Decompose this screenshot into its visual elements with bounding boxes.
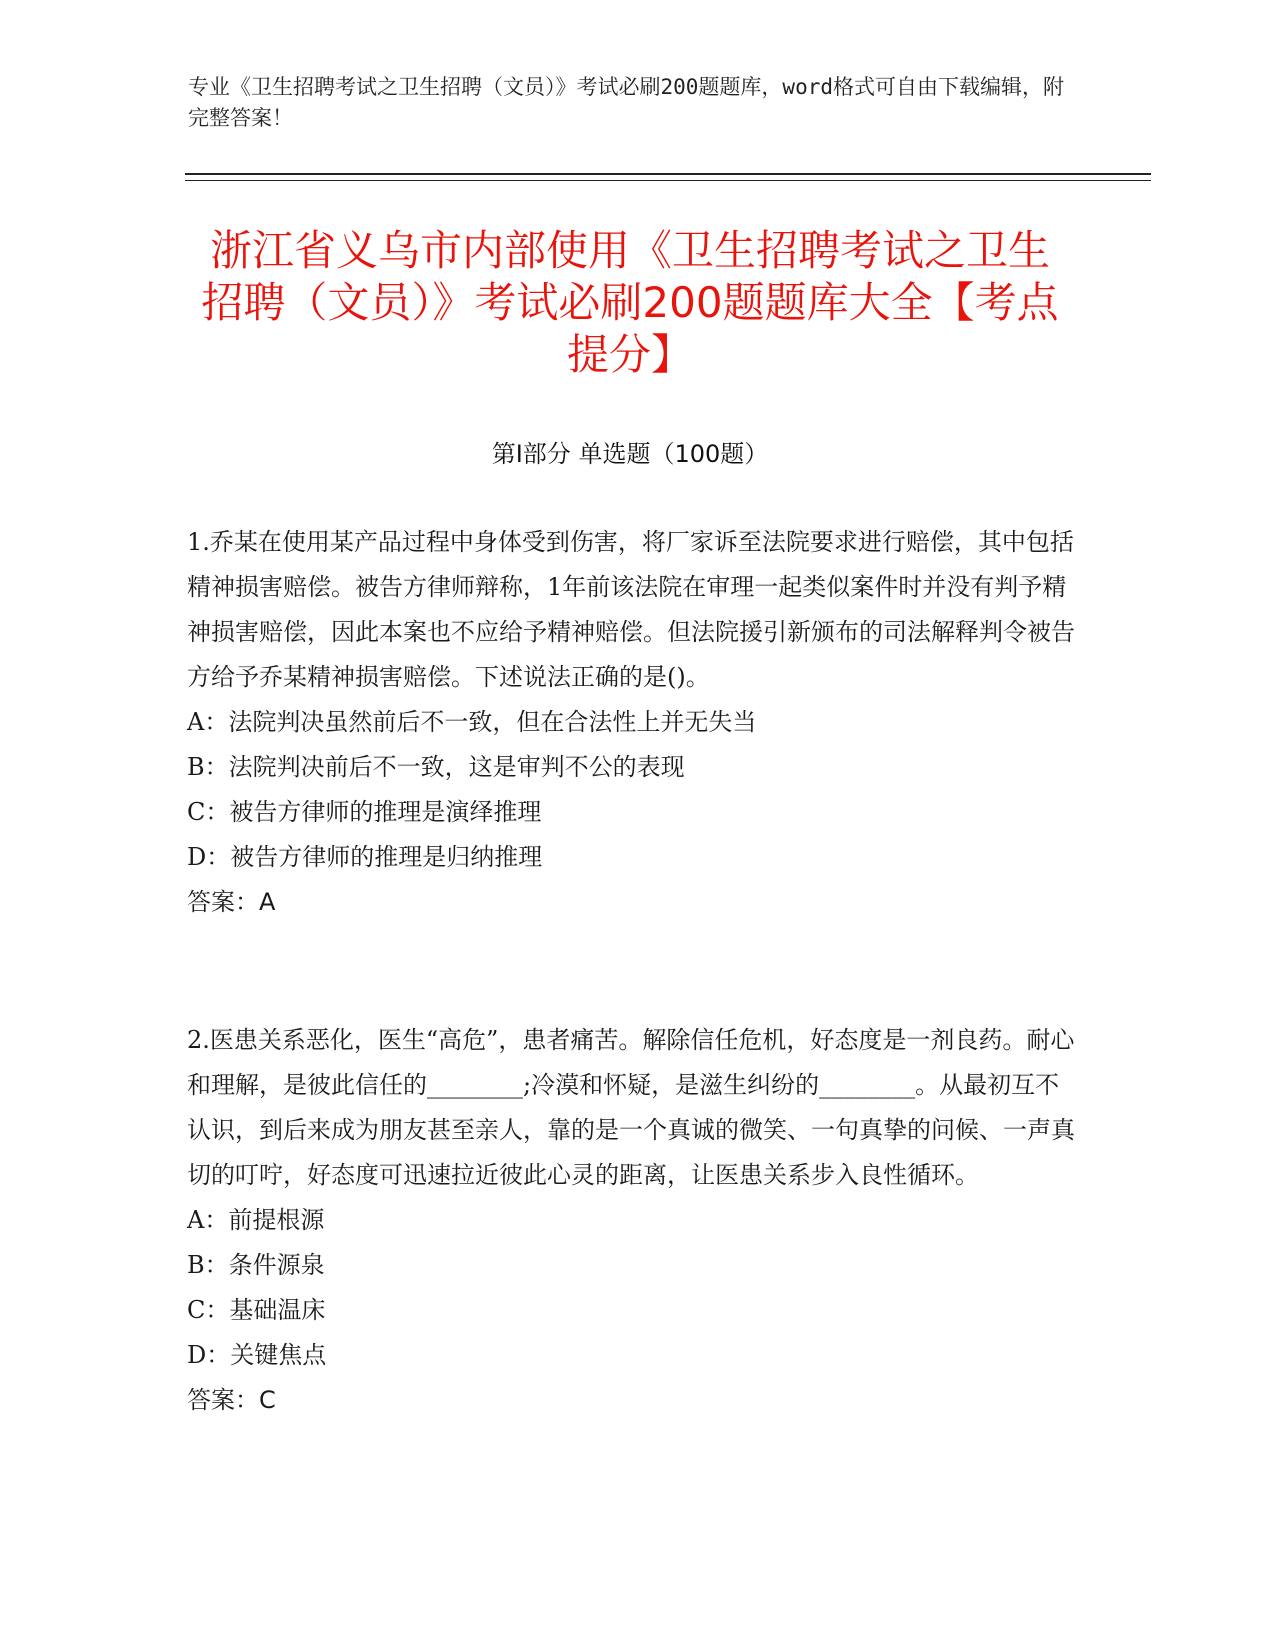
document-title: 浙江省义乌市内部使用《卫生招聘考试之卫生招聘（文员）》考试必刷200题题库大全【考点提分】 [201,226,1059,379]
option-c: C：被告方律师的推理是演绎推理 [187,798,542,826]
question-block [187,1018,1077,1423]
answer-line: 答案：A [187,888,276,916]
option-c: C：基础温床 [187,1296,326,1324]
question-stem: 2.医患关系恶化，医生“高危”，患者痛苦。解除信任危机，好态度是一剂良药。耐心和理解，是彼此信任的________;冷漠和怀疑，是滋生纠纷的________。从最初互不认识，到后来成为朋友甚至亲人，靠的是一个真诚的微笑、一句真挚的问候、一声真切的叮咛，好态度可迅速拉近彼此心灵的距离，让医患关系步入良性循环。 [187,1026,1075,1189]
header-rule-thin [185,180,1151,181]
header-note: 专业《卫生招聘考试之卫生招聘（文员）》考试必刷200题题库，word格式可自由下载编辑，附完整答案！ [188,75,1064,130]
question-stem: 1.乔某在使用某产品过程中身体受到伤害，将厂家诉至法院要求进行赔偿，其中包括精神损害赔偿。被告方律师辩称，1年前该法院在审理一起类似案件时并没有判予精神损害赔偿，因此本案也不应给予精神赔偿。但法院援引新颁布的司法解释判令被告方给予乔某精神损害赔偿。下述说法正确的是()。 [187,528,1075,691]
option-b: B：法院判决前后不一致，这是审判不公的表现 [187,753,685,781]
option-a: A：前提根源 [187,1206,325,1234]
question-block [187,520,1077,925]
option-b: B：条件源泉 [187,1251,325,1279]
answer-line: 答案：C [187,1386,276,1414]
option-d: D：关键焦点 [187,1341,327,1369]
option-d: D：被告方律师的推理是归纳推理 [187,843,543,871]
section-heading: 第Ⅰ部分 单选题（100题） [491,440,769,468]
option-a: A：法院判决虽然前后不一致，但在合法性上并无失当 [187,708,757,736]
header-rule-thick [185,173,1151,175]
